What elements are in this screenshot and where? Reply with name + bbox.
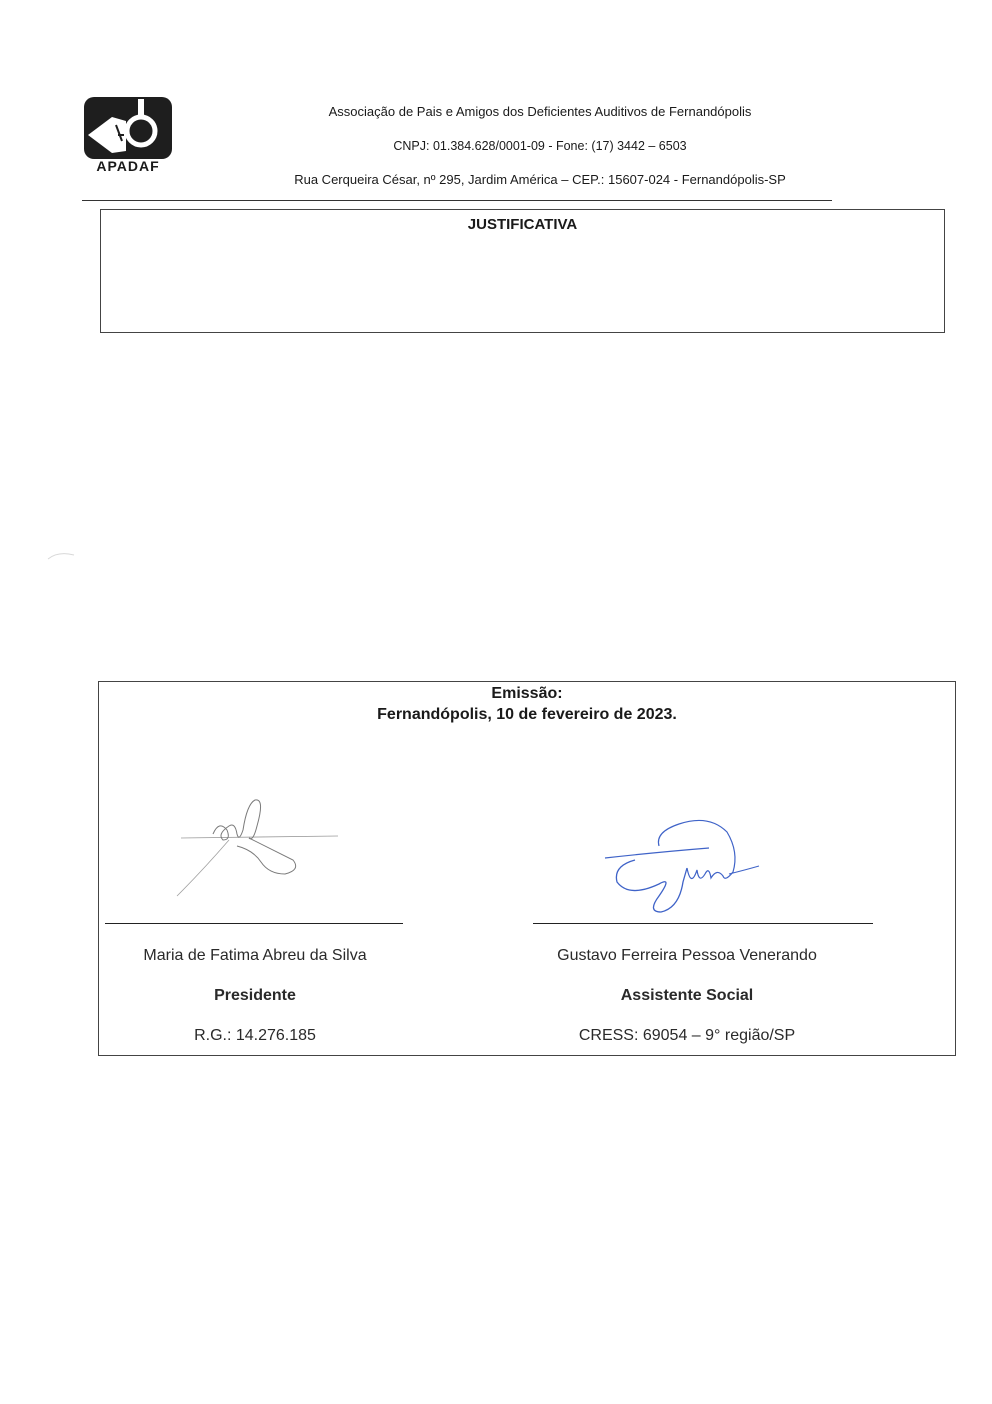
signature-president	[173, 790, 343, 902]
emissao-date: Fernandópolis, 10 de fevereiro de 2023.	[377, 706, 677, 723]
justificativa-box	[100, 209, 945, 333]
logo-text: APADAF	[96, 158, 160, 174]
president-name: Maria de Fatima Abreu da Silva	[143, 947, 367, 964]
emissao-label: Emissão:	[491, 685, 563, 702]
organization-contact: CNPJ: 01.384.628/0001-09 - Fone: (17) 3442 – 6503	[393, 139, 687, 153]
social-worker-role: Assistente Social	[620, 987, 754, 1004]
signature-line-president	[105, 923, 403, 924]
signature-social-worker	[599, 812, 765, 918]
president-role: Presidente	[214, 987, 296, 1004]
social-worker-id: CRESS: 69054 – 9° região/SP	[578, 1027, 796, 1044]
signature-line-social-worker	[533, 923, 873, 924]
social-worker-name: Gustavo Ferreira Pessoa Venerando	[557, 947, 817, 964]
justificativa-title: JUSTIFICATIVA	[467, 216, 578, 233]
organization-address: Rua Cerqueira César, nº 295, Jardim América – CEP.: 15607-024 - Fernandópolis-SP	[294, 172, 786, 187]
emissao-box	[98, 681, 956, 1056]
header-divider	[82, 200, 832, 201]
organization-name: Associação de Pais e Amigos dos Deficientes Auditivos de Fernandópolis	[328, 104, 752, 119]
president-id: R.G.: 14.276.185	[194, 1027, 316, 1044]
scan-mark	[46, 548, 76, 560]
